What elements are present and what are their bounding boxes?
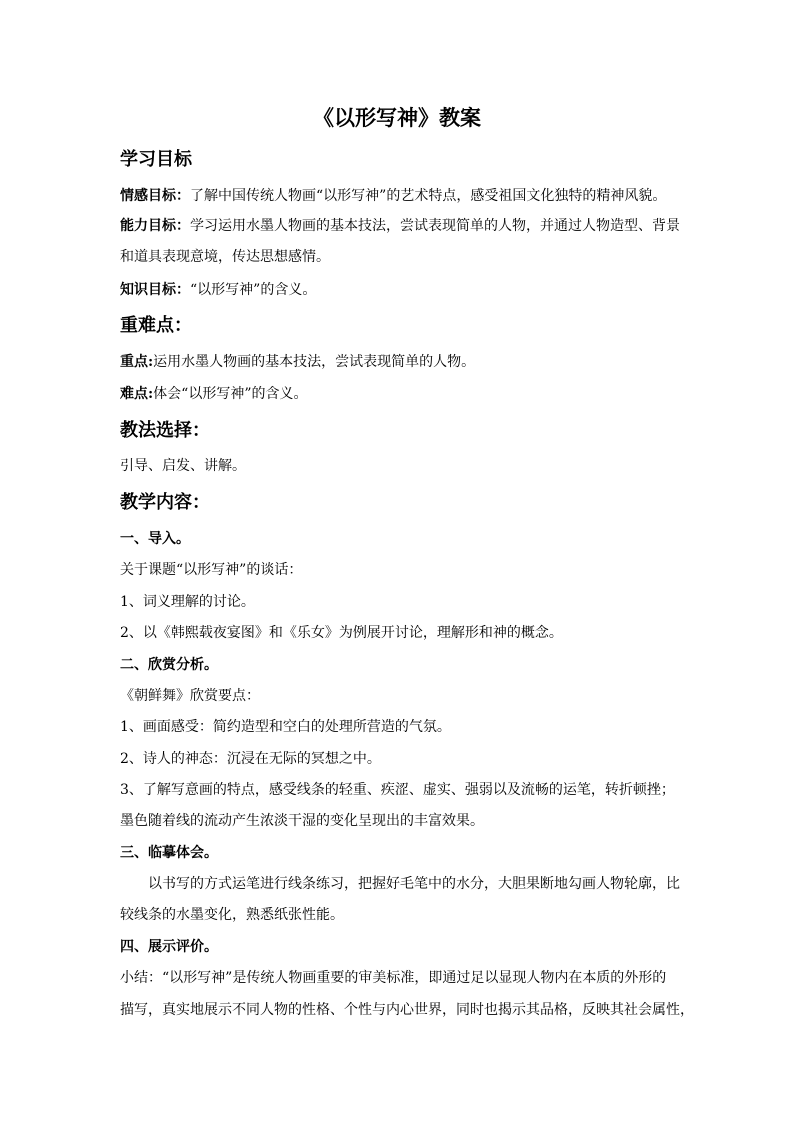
- document-title: 《以形写神》教案: [313, 105, 481, 130]
- section-3-title: 三、临摹体会。: [120, 845, 218, 861]
- section-2-item-3-cont: 墨色随着线的流动产生浓淡干湿的变化呈现出的丰富效果。: [120, 813, 484, 829]
- section-4-title: 四、展示评价。: [120, 939, 218, 955]
- section-1-intro: 关于课题“以形写神”的谈话：: [120, 562, 303, 578]
- emotion-goal-line: [120, 186, 666, 206]
- section-2-item-2: 2、诗人的神态：沉浸在无际的冥想之中。: [120, 751, 381, 767]
- section-3-text-cont: 较线条的水墨变化，熟悉纸张性能。: [120, 907, 344, 923]
- focus-label: 重点:: [120, 354, 154, 370]
- section-2-intro: 《朝鲜舞》欣赏要点：: [120, 688, 260, 704]
- difficulty-label: 难点:: [120, 386, 154, 402]
- emotion-goal-text: 了解中国传统人物画“以形写神”的艺术特点，感受祖国文化独特的精神风貌。: [190, 188, 667, 204]
- focus-line: [120, 352, 475, 372]
- difficulty-text: 体会“以形写神”的含义。: [153, 386, 308, 402]
- ability-goal-label: 能力目标：: [120, 218, 190, 234]
- knowledge-goal-text: “以形写神”的含义。: [190, 282, 317, 298]
- section-1-title: 一、导入。: [120, 531, 190, 547]
- section-1-item-1: 1、词义理解的讨论。: [120, 594, 255, 610]
- emotion-goal-label: 情感目标：: [120, 188, 190, 204]
- focus-text: 运用水墨人物画的基本技法，尝试表现简单的人物。: [153, 354, 476, 370]
- ability-goal-text-cont: 和道具表现意境，传达思想感情。: [120, 249, 330, 265]
- heading-methods: 教法选择：: [120, 420, 210, 441]
- section-4-summary-cont: 描写，真实地展示不同人物的性格、个性与内心世界，同时也揭示其品格，反映其社会属性，: [120, 1002, 694, 1018]
- section-3-text: 以书写的方式运笔进行线条练习，把握好毛笔中的水分，大胆果断地勾画人物轮廓，比: [148, 876, 680, 892]
- section-4-summary: 小结：“以形写神”是传统人物画重要的审美标准，即通过足以显现人物内在本质的外形的: [120, 970, 667, 986]
- heading-content: 教学内容：: [120, 492, 210, 513]
- heading-learning-goals: 学习目标: [120, 149, 192, 170]
- section-2-item-1: 1、画面感受：简约造型和空白的处理所营造的气氛。: [120, 719, 451, 735]
- ability-goal-line: [120, 216, 680, 236]
- methods-text: 引导、启发、讲解。: [120, 458, 246, 474]
- section-2-title: 二、欣赏分析。: [120, 657, 218, 673]
- knowledge-goal-line: [120, 280, 316, 300]
- difficulty-line: [120, 384, 308, 404]
- ability-goal-text: 学习运用水墨人物画的基本技法，尝试表现简单的人物，并通过人物造型、背景: [190, 218, 680, 234]
- section-2-item-3: 3、了解写意画的特点，感受线条的轻重、疾涩、虚实、强弱以及流畅的运笔，转折顿挫；: [120, 782, 675, 798]
- heading-key-points: 重难点：: [120, 315, 192, 336]
- section-1-item-2: 2、以《韩熙载夜宴图》和《乐女》为例展开讨论，理解形和神的概念。: [120, 625, 563, 641]
- knowledge-goal-label: 知识目标：: [120, 282, 190, 298]
